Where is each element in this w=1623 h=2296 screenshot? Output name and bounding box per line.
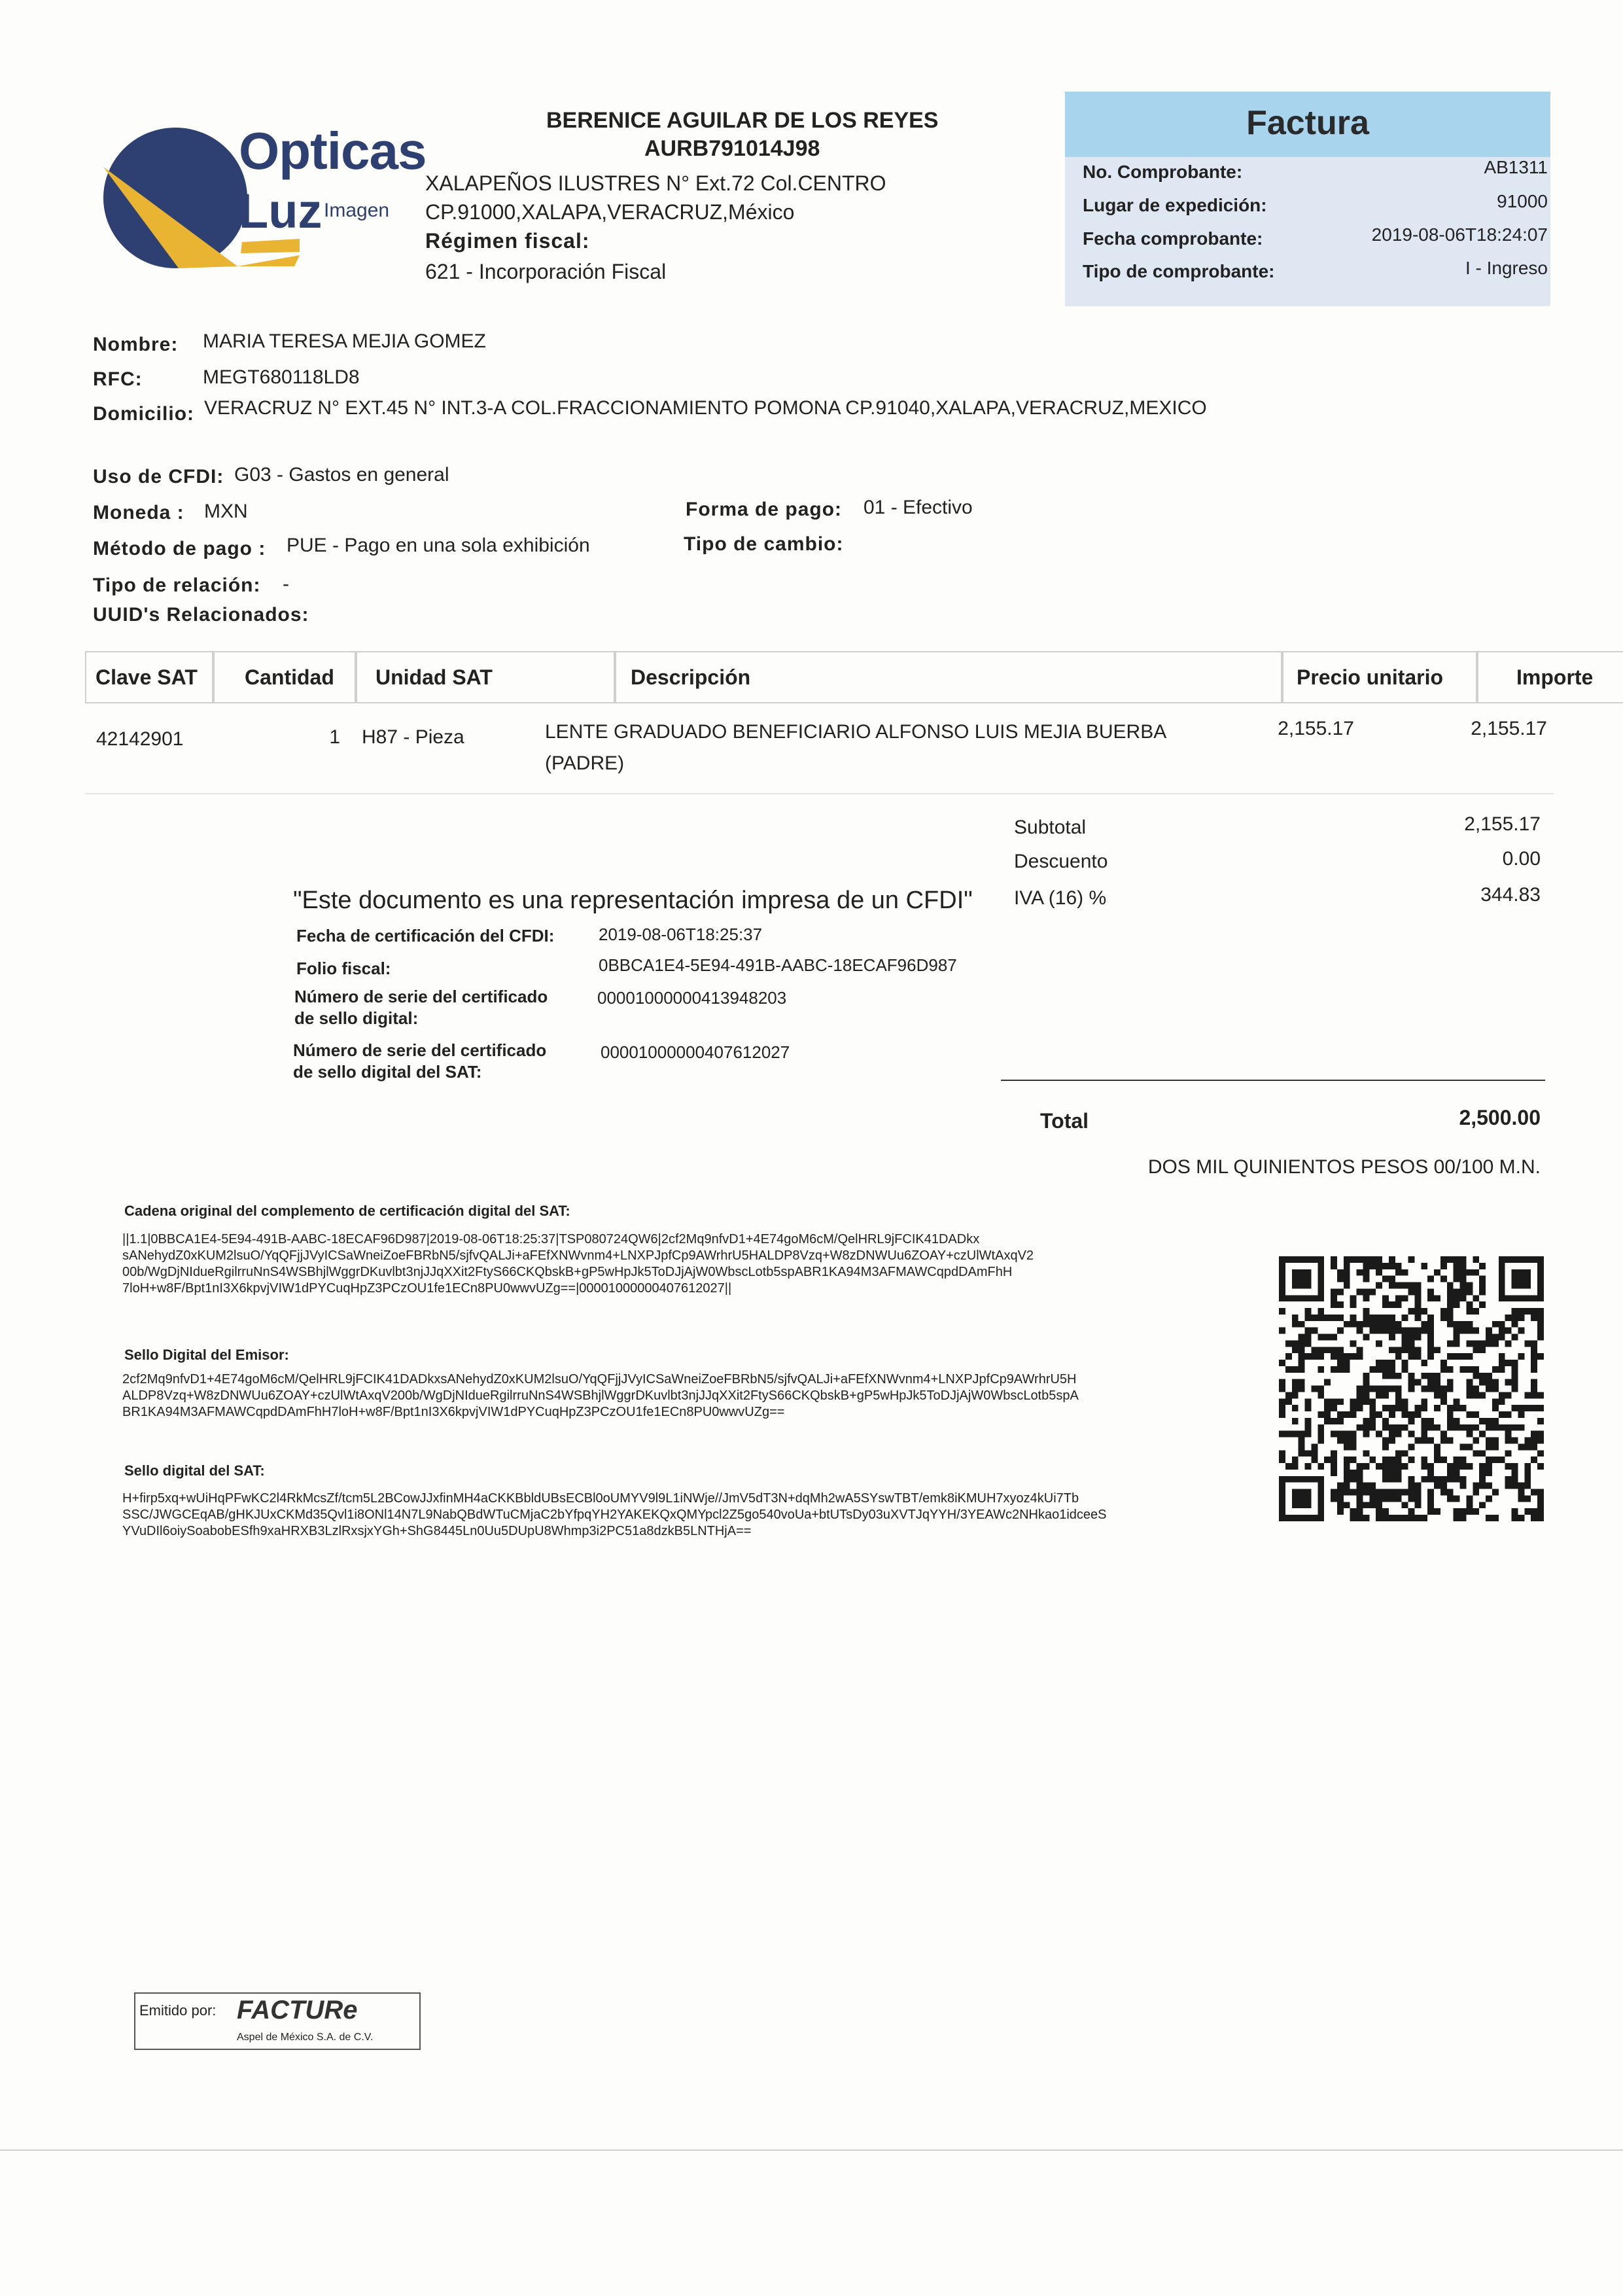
- folio-fiscal-value: 0BBCA1E4-5E94-491B-AABC-18ECAF96D987: [599, 955, 957, 975]
- metodo-label: Método de pago :: [93, 538, 266, 559]
- sello-sat-line: H+firp5xq+wUiHqPFwKC2l4RkMcsZf/tcm5L2BCowJJxfinMH4aCKKBbldUBsECBl0oUMYV9l9L1iNWje//JmV5dT3N+dqMh2wA5SYswTBT/emk8iKMUH7xyoz4kUi7Tb: [122, 1491, 1079, 1506]
- cadena-line: 00b/WgDjNIdueRgilrruNnS4WSBhjlWggrDKuvlbt3njJJqXXit2FtyS66CKQbskB+gP5wHpJk5ToDJjAjW0WbscLotb5spABR1KA94M3AFMAWCqpdDAmFhH: [122, 1265, 1013, 1279]
- issuer-address-line2: CP.91000,XALAPA,VERACRUZ,México: [425, 200, 795, 224]
- sello-emisor-line: BR1KA94M3AFMAWCqpdDAmFhH7loH+w8F/Bpt1nI3X6kpvjVIW1dPYCuqHpZ3PCzOU1fe1ECn8PU0wwvUZg==: [122, 1405, 785, 1419]
- descuento-label: Descuento: [1014, 851, 1108, 872]
- factura-label-tipo: Tipo de comprobante:: [1083, 261, 1275, 281]
- cadena-line: ||1.1|0BBCA1E4-5E94-491B-AABC-18ECAF96D987|2019-08-06T18:25:37|TSP080724QW6|2cf2Mq9nfvD1+4E74goM6cM/QelHRL9jFCIK41DADkx: [122, 1232, 980, 1246]
- factura-label-lugar: Lugar de expedición:: [1083, 195, 1267, 215]
- total-value: 2,500.00: [1459, 1106, 1541, 1129]
- metodo-value: PUE - Pago en una sola exhibición: [287, 535, 590, 556]
- facturae-company: Aspel de México S.A. de C.V.: [237, 2032, 374, 2043]
- descuento-value: 0.00: [1502, 848, 1541, 870]
- sello-sat-line: YVuDIl6oiySoabobESfh9xaHRXB3LzlRxsjxYGh+ShG8445Ln0Uu5DUpU8Whmp3i2PC51a8dzkB5LNTHjA==: [122, 1524, 752, 1538]
- uso-cfdi-label: Uso de CFDI:: [93, 466, 224, 487]
- scan-edge-line: [0, 2149, 1623, 2151]
- row-descripcion-line1: LENTE GRADUADO BENEFICIARIO ALFONSO LUIS MEJIA BUERBA: [545, 721, 1167, 743]
- nombre-label: Nombre:: [93, 334, 179, 355]
- facturae-brand: FACTURe: [237, 1996, 358, 2024]
- row-importe: 2,155.17: [1471, 718, 1547, 739]
- uso-cfdi-value: G03 - Gastos en general: [234, 464, 449, 486]
- col-descripcion: Descripción: [615, 651, 1282, 703]
- tipo-relacion-label: Tipo de relación:: [93, 574, 261, 596]
- issuer-regimen-label: Régimen fiscal:: [425, 229, 590, 253]
- items-table-header: [85, 651, 1594, 703]
- row-cantidad: 1: [329, 726, 340, 748]
- factura-value-fecha: 2019-08-06T18:24:07: [1371, 224, 1548, 245]
- cadena-line: sANehydZ0xKUM2lsuO/YqQFjjJVyICSaWneiZoeFBRbN5/sjfvQALJi+aFEfXNWvnm4+LNXPJpfCp9AWrhrU5HALDP8Vzq+W8zDNWUu6ZOAY+czUlWtAxqV2: [122, 1248, 1034, 1263]
- logo-text-opticas: Opticas: [239, 122, 427, 180]
- subtotal-value: 2,155.17: [1464, 813, 1541, 835]
- rfc-label: RFC:: [93, 368, 143, 390]
- factura-title: Factura: [1246, 104, 1369, 142]
- tipo-relacion-value: -: [283, 573, 289, 595]
- row-precio: 2,155.17: [1278, 718, 1354, 739]
- total-divider: [1001, 1080, 1545, 1081]
- col-importe: Importe: [1477, 651, 1623, 703]
- forma-pago-label: Forma de pago:: [686, 499, 843, 520]
- sello-emisor-line: ALDP8Vzq+W8zDNWUu6ZOAY+czUlWtAxqV200b/WgDjNIdueRgilrruNnS4WSBhjlWggrDKuvlbt3njJJqXXit2FtyS66CKQbskB+gP5wHpJk5ToDJjAjW0WbscLotb5spA: [122, 1388, 1079, 1403]
- cadena-label: Cadena original del complemento de certificación digital del SAT:: [124, 1203, 570, 1219]
- emitido-label: Emitido por:: [139, 2002, 217, 2019]
- issuer-address-line1: XALAPEÑOS ILUSTRES N° Ext.72 Col.CENTRO: [425, 171, 886, 195]
- sello-sat-label: Sello digital del SAT:: [124, 1462, 265, 1479]
- serie-cert-label-2: de sello digital:: [294, 1008, 419, 1028]
- col-unidad-sat: Unidad SAT: [356, 651, 615, 703]
- col-precio-unitario: Precio unitario: [1282, 651, 1477, 703]
- nombre-value: MARIA TERESA MEJIA GOMEZ: [203, 330, 486, 352]
- serie-sat-value: 00001000000407612027: [601, 1042, 790, 1062]
- uuids-label: UUID's Relacionados:: [93, 604, 309, 626]
- sello-emisor-label: Sello Digital del Emisor:: [124, 1347, 289, 1363]
- col-cantidad: Cantidad: [213, 651, 356, 703]
- fecha-cert-value: 2019-08-06T18:25:37: [599, 925, 763, 944]
- issuer-rfc: AURB791014J98: [644, 136, 820, 161]
- sello-emisor-line: 2cf2Mq9nfvD1+4E74goM6cM/QelHRL9jFCIK41DADkxsANehydZ0xKUM2lsuO/YqQFjjJVyICSaWneiZoeFBRbN5/sjfvQALJi+aFEfXNWvnm4+LNXPJpfCp9AWrhrU5H: [122, 1372, 1077, 1386]
- cfdi-quote: "Este documento es una representación impresa de un CFDI": [293, 887, 973, 914]
- moneda-value: MXN: [204, 501, 248, 522]
- logo-text-imagen: Imagen: [324, 200, 390, 221]
- issuer-name: BERENICE AGUILAR DE LOS REYES: [546, 108, 939, 133]
- row-divider: [85, 793, 1554, 794]
- row-clave: 42142901: [96, 728, 184, 750]
- tipo-cambio-label: Tipo de cambio:: [684, 533, 844, 555]
- folio-fiscal-label: Folio fiscal:: [296, 959, 391, 978]
- factura-value-lugar: 91000: [1497, 191, 1548, 211]
- cadena-line: 7loH+w8F/Bpt1nI3X6kpvjVIW1dPYCuqHpZ3PCzOU1fe1ECn8PU0wwvUZg==|00001000000407612027||: [122, 1281, 732, 1296]
- fecha-cert-label: Fecha de certificación del CFDI:: [296, 926, 555, 945]
- moneda-label: Moneda :: [93, 502, 184, 523]
- forma-pago-value: 01 - Efectivo: [864, 497, 973, 518]
- total-label: Total: [1040, 1109, 1089, 1133]
- subtotal-label: Subtotal: [1014, 817, 1087, 838]
- sello-sat-line: SSC/JWGCEqAB/gHKJUxCKMd35Qvl1i8ONl14N7L9NabQBdWTuCMjaC2bYfpqYH2YAKEKQxQMYpcl2Z5go540voUa+btUTsDy03uXVTJqYYH/3YEAWc2NHkao1idceeS: [122, 1508, 1107, 1522]
- factura-label-fecha: Fecha comprobante:: [1083, 228, 1263, 249]
- factura-value-tipo: I - Ingreso: [1465, 258, 1548, 278]
- domicilio-value: VERACRUZ N° EXT.45 N° INT.3-A COL.FRACCIONAMIENTO POMONA CP.91040,XALAPA,VERACRUZ,MEXICO: [204, 397, 1207, 419]
- factura-label-comprobante: No. Comprobante:: [1083, 162, 1243, 182]
- total-words: DOS MIL QUINIENTOS PESOS 00/100 M.N.: [1147, 1156, 1541, 1178]
- iva-value: 344.83: [1480, 884, 1541, 906]
- iva-label: IVA (16) %: [1014, 887, 1107, 909]
- serie-sat-label-2: de sello digital del SAT:: [293, 1062, 482, 1082]
- row-descripcion-line2: (PADRE): [545, 752, 625, 774]
- factura-value-comprobante: AB1311: [1484, 157, 1548, 177]
- domicilio-label: Domicilio:: [93, 403, 195, 425]
- serie-sat-label-1: Número de serie del certificado: [293, 1040, 547, 1060]
- row-unidad: H87 - Pieza: [362, 726, 464, 748]
- logo-text-luz: Luz: [239, 184, 323, 238]
- qr-code-icon: [1279, 1256, 1544, 1521]
- serie-cert-value: 00001000000413948203: [597, 988, 787, 1008]
- rfc-value: MEGT680118LD8: [203, 366, 360, 388]
- issuer-regimen-value: 621 - Incorporación Fiscal: [425, 260, 667, 283]
- serie-cert-label-1: Número de serie del certificado: [294, 987, 548, 1006]
- col-clave-sat: Clave SAT: [85, 651, 213, 703]
